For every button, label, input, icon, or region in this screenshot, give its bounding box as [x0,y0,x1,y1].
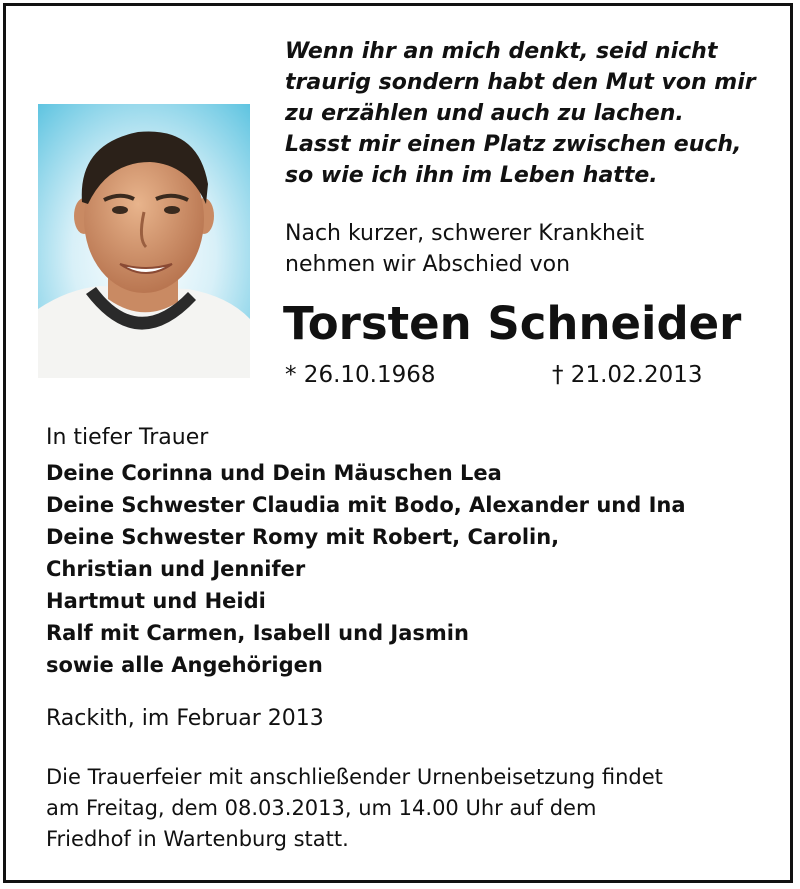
birth-date: * 26.10.1968 [285,362,436,388]
intro-line: Nach kurzer, schwerer Krankheit [285,221,645,246]
portrait-photo [38,104,250,378]
quote-line: Wenn ihr an mich denkt, seid nicht [285,39,718,64]
deceased-name: Torsten Schneider [283,297,742,350]
intro-line: nehmen wir Abschied von [285,252,571,277]
quote-line: zu erzählen und auch zu lachen. [285,101,684,126]
mourner-line: Hartmut und Heidi [46,589,266,613]
mourner-line: Deine Schwester Romy mit Robert, Carolin, [46,525,560,549]
mourners-list [46,457,786,681]
mourner-line: sowie alle Angehörigen [46,653,323,677]
funeral-line: Friedhof in Wartenburg statt. [46,827,349,851]
mourner-line: Ralf mit Carmen, Isabell und Jasmin [46,621,469,645]
intro-text [285,218,775,280]
mourner-line: Deine Corinna und Dein Mäuschen Lea [46,461,502,485]
place-and-date: Rackith, im Februar 2013 [46,706,324,731]
funeral-line: Die Trauerfeier mit anschließender Urnenbeisetzung findet [46,765,663,789]
mourning-label: In tiefer Trauer [46,425,209,450]
mourner-line: Christian und Jennifer [46,557,306,581]
quote-line: traurig sondern habt den Mut von mir [285,70,756,95]
death-date: † 21.02.2013 [552,362,703,388]
quote-line: Lasst mir einen Platz zwischen euch, [285,132,742,157]
funeral-line: am Freitag, dem 08.03.2013, um 14.00 Uhr auf dem [46,796,597,820]
quote-line: so wie ich ihn im Leben hatte. [285,163,658,188]
memorial-quote [285,36,775,191]
mourner-line: Deine Schwester Claudia mit Bodo, Alexander und Ina [46,493,686,517]
funeral-info [46,762,786,855]
